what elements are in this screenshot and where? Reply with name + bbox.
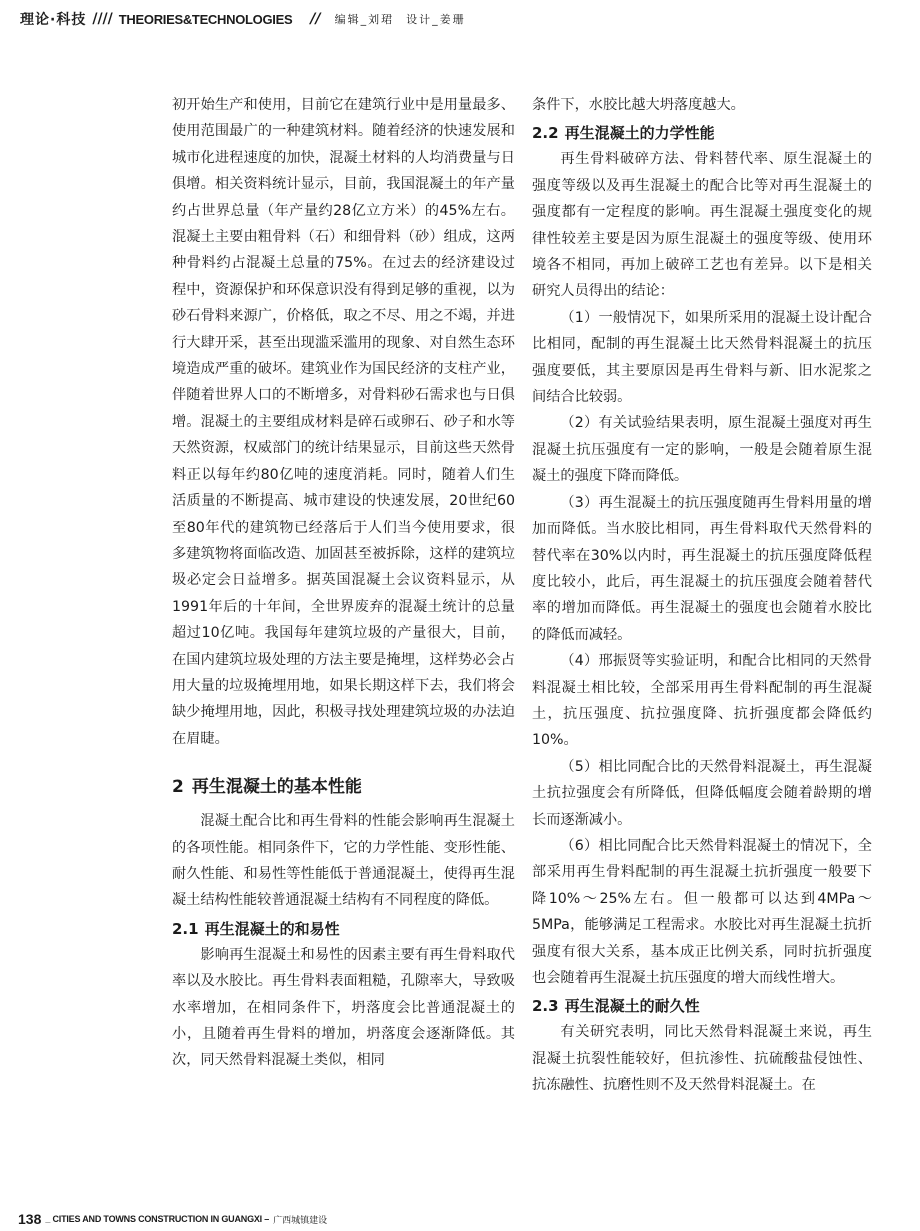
section-number: 2 xyxy=(172,777,184,798)
header-editor: 编辑_刘珺 xyxy=(334,13,395,26)
subsection-2-2-paragraph: 再生骨料破碎方法、骨料替代率、原生混凝土的强度等级以及再生混凝土的配合比等对再生混凝土的强度都有一定程度的影响。再生混凝土强度变化的规律性较差主要是因为原生混凝土的强度等级、使用环境各不相同，再加上破碎工艺也有差异。以下是相关研究人员得出的结论： xyxy=(532,151,872,300)
subsection-2-3-heading xyxy=(532,993,872,1019)
section-2-heading xyxy=(172,774,515,800)
finding-item-1: （1）一般情况下，如果所采用的混凝土设计配合比相同，配制的再生混凝土比天然骨料混凝土的抗压强度要低，其主要原因是再生骨料与新、旧水泥浆之间结合比较弱。 xyxy=(532,309,872,406)
right-column xyxy=(532,92,872,1099)
intro-paragraph: 初开始生产和使用，目前它在建筑行业中是用量最多、使用范围最广的一种建筑材料。随着经济的快速发展和城市化进程速度的加快，混凝土材料的人均消费量与日俱增。相关资料统计显示，目前，我国混凝土的年产量约占世界总量（年产量约28亿立方米）的45%左右。混凝土主要由粗骨料（石）和细骨料（砂）组成，这两种骨料约占混凝土总量的75%。在过去的经济建设过程中，资源保护和环保意识没有得到足够的重视，以为砂石骨料来源广，价格低，取之不尽、用之不竭，并进行大肆开采，甚至出现滥采滥用的现象、对自然生态环境造成严重的破坏。建筑业作为国民经济的支柱产业，伴随着世界人口的不断增多，对骨料砂石需求也与日俱增。混凝土的主要组成材料是碎石或卵石、砂子和水等天然资源，权威部门的统计结果显示，目前这些天然骨料正以每年约80亿吨的速度消耗。同时，随着人们生活质量的不断提高、城市建设的快速发展，20世纪60至80年代的建筑物已经落后于人们当今使用要求，很多建筑物将面临改造、加固甚至被拆除，这样的建筑垃圾必定会日益增多。据英国混凝土会议资料显示，从1991年后的十年间，全世界废弃的混凝土统计的总量超过10亿吨。我国每年建筑垃圾的产量很大，目前，在国内建筑垃圾处理的方法主要是掩埋，这样势必会占用大量的垃圾掩埋用地，如果长期这样下去，我们将会缺少掩埋用地，因此，积极寻找处理建筑垃圾的办法迫在眉睫。 xyxy=(172,97,515,747)
page-number: 138 xyxy=(18,1211,42,1227)
section-title: 再生混凝土的基本性能 xyxy=(191,777,362,798)
header-designer: 设计_姜珊 xyxy=(406,13,466,26)
header-divider-2: // xyxy=(310,11,321,27)
finding-item-3: （3）再生混凝土的抗压强度随再生骨料用量的增加而降低。当水胶比相同，再生骨料取代天然骨料的替代率在30%以内时，再生混凝土的抗压强度降低程度比较小，此后，再生混凝土的抗压强度会随着替代率的增加而降低。再生混凝土的强度也会随着水胶比的降低而减轻。 xyxy=(532,494,872,643)
subsection-number: 2.2 xyxy=(532,124,559,143)
subsection-number: 2.1 xyxy=(172,919,199,938)
continued-line: 条件下，水胶比越大坍落度越大。 xyxy=(532,97,745,113)
header-divider: //// xyxy=(92,11,113,27)
finding-item-6: （6）相比同配合比天然骨料混凝土的情况下，全部采用再生骨料配制的再生混凝土抗折强度一般要下降10%～25%左右。但一般都可以达到4MPa～5MPa，能够满足工程需求。水胶比对再生混凝土抗折强度有很大关系，基本成正比例关系，同时抗折强度也会随着再生混凝土抗压强度的增大而线性增大。 xyxy=(532,837,872,986)
subsection-2-1-heading xyxy=(172,916,515,942)
left-column xyxy=(172,92,515,1074)
header-english-title: THEORIES&TECHNOLOGIES xyxy=(118,11,293,27)
header-section: 理论·科技 xyxy=(20,12,87,28)
running-footer xyxy=(18,1211,327,1227)
journal-chinese-name: 广西城镇建设 xyxy=(273,1215,328,1226)
subsection-number: 2.3 xyxy=(532,997,559,1016)
finding-item-2: （2）有关试验结果表明，原生混凝土强度对再生混凝土抗压强度有一定的影响，一般是会随着原生混凝土的强度下降而降低。 xyxy=(532,415,872,485)
subsection-title: 再生混凝土的耐久性 xyxy=(564,997,700,1016)
finding-item-5: （5）相比同配合比的天然骨料混凝土，再生混凝土抗拉强度会有所降低，但降低幅度会随着龄期的增长而逐渐减小。 xyxy=(532,758,872,828)
subsection-2-1-paragraph: 影响再生混凝土和易性的因素主要有再生骨料取代率以及水胶比。再生骨料表面粗糙，孔隙率大，导致吸水率增加，在相同条件下，坍落度会比普通混凝土的小，且随着再生骨料的增加，坍落度会逐渐降低。其次，同天然骨料混凝土类似，相同 xyxy=(172,946,515,1069)
subsection-2-3-paragraph: 有关研究表明，同比天然骨料混凝土来说，再生混凝土抗裂性能较好，但抗渗性、抗硫酸盐侵蚀性、抗冻融性、抗磨性则不及天然骨料混凝土。在 xyxy=(532,1024,872,1094)
journal-english-name: _ CITIES AND TOWNS CONSTRUCTION IN GUANGXI – xyxy=(45,1214,270,1224)
running-header xyxy=(20,8,900,30)
section-2-paragraph: 混凝土配合比和再生骨料的性能会影响再生混凝土的各项性能。相同条件下，它的力学性能、变形性能、耐久性能、和易性等性能低于普通混凝土，使得再生混凝土结构性能较普通混凝土结构有不同程度的降低。 xyxy=(172,813,515,909)
subsection-title: 再生混凝土的和易性 xyxy=(204,919,340,938)
subsection-2-2-heading xyxy=(532,120,872,146)
finding-item-4: （4）邢振贤等实验证明，和配合比相同的天然骨料混凝土相比较，全部采用再生骨料配制的再生混凝土，抗压强度、抗拉强度降、抗折强度都会降低约10%。 xyxy=(532,653,872,749)
subsection-title: 再生混凝土的力学性能 xyxy=(564,124,715,143)
